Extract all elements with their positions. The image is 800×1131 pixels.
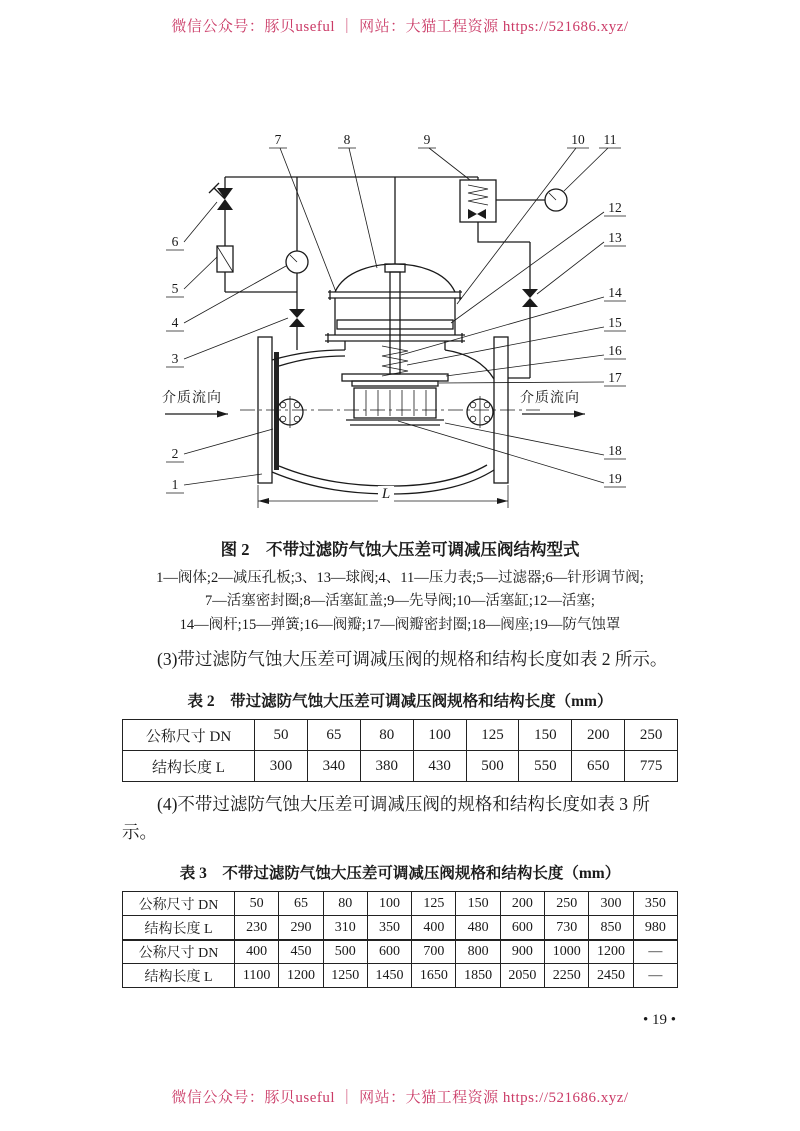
data-cell: 850 xyxy=(589,916,633,940)
row-label-cell: 结构长度 L xyxy=(123,964,235,988)
data-cell: 50 xyxy=(255,720,308,751)
table-3-body xyxy=(123,892,678,988)
table-row xyxy=(123,892,678,916)
pilot-piping-left xyxy=(209,177,478,350)
valve-body xyxy=(258,337,508,494)
data-cell: 250 xyxy=(545,892,589,916)
data-cell: 650 xyxy=(572,751,625,782)
data-cell: — xyxy=(633,940,677,964)
data-cell: 300 xyxy=(255,751,308,782)
data-cell: 125 xyxy=(412,892,456,916)
bolt-flange-face-left xyxy=(277,396,303,428)
table-3-title: 表 3 不带过滤防气蚀大压差可调减压阀规格和结构长度（mm） xyxy=(179,865,621,883)
data-cell: 1650 xyxy=(412,964,456,988)
data-cell: 1450 xyxy=(367,964,411,988)
flow-arrow-right xyxy=(574,411,585,418)
table-row xyxy=(123,964,678,988)
disc-seal xyxy=(352,381,438,386)
paragraph-4: (4)不带过滤防气蚀大压差可调减压阀的规格和结构长度如表 3 所示。 xyxy=(122,794,650,842)
callout-18: 18 xyxy=(608,443,622,458)
callout-16: 16 xyxy=(608,343,622,358)
pilot-valve xyxy=(460,180,496,222)
legend-line-3: 14—阀杆;15—弹簧;16—阀瓣;17—阀瓣密封圈;18—阀座;19—防气蚀罩 xyxy=(179,616,621,633)
figure-legend xyxy=(122,567,678,637)
valve-structure-diagram xyxy=(140,122,660,522)
callout-3: 3 xyxy=(171,351,179,366)
data-cell: 1100 xyxy=(235,964,279,988)
data-cell: 500 xyxy=(466,751,519,782)
data-cell: 150 xyxy=(456,892,500,916)
cylinder-cap xyxy=(335,264,455,292)
data-cell: 65 xyxy=(279,892,323,916)
data-cell: 2450 xyxy=(589,964,633,988)
row-label-cell: 结构长度 L xyxy=(123,916,235,940)
data-cell: 65 xyxy=(307,720,360,751)
data-cell: 350 xyxy=(367,916,411,940)
data-cell: 100 xyxy=(367,892,411,916)
paragraph-3: (3)带过滤防气蚀大压差可调减压阀的规格和结构长度如表 2 所示。 xyxy=(157,649,668,670)
data-cell: 310 xyxy=(323,916,367,940)
data-cell: — xyxy=(633,964,677,988)
callout-11: 11 xyxy=(603,132,617,147)
callout-1: 1 xyxy=(171,477,179,492)
data-cell: 380 xyxy=(360,751,413,782)
flow-direction-left xyxy=(162,389,228,418)
data-cell: 340 xyxy=(307,751,360,782)
flow-direction-right xyxy=(520,389,585,418)
callout-2: 2 xyxy=(171,446,179,461)
legend-line-2: 7—活塞密封圈;8—活塞缸盖;9—先导阀;10—活塞缸;12—活塞; xyxy=(205,593,595,610)
table-2-body xyxy=(123,720,678,782)
table-2 xyxy=(122,719,678,782)
table-row xyxy=(123,916,678,940)
watermark-top: 微信公众号：豚贝useful ｜ 网站：大猫工程资源 https://521686.xyz/ xyxy=(171,19,629,35)
callout-8: 8 xyxy=(343,132,351,147)
callout-6: 6 xyxy=(171,234,179,249)
table-3 xyxy=(122,891,678,988)
row-label-cell: 公称尺寸 DN xyxy=(123,940,235,964)
data-cell: 80 xyxy=(360,720,413,751)
piston-cylinder xyxy=(325,264,465,376)
bolt-flange-face-right xyxy=(467,396,493,428)
data-cell: 500 xyxy=(323,940,367,964)
flow-label-left: 介质流向 xyxy=(162,391,222,406)
ball-valve-3 xyxy=(289,309,305,318)
watermark-bottom: 微信公众号：豚贝useful ｜ 网站：大猫工程资源 https://521686.xyz/ xyxy=(171,1090,629,1106)
data-cell: 800 xyxy=(456,940,500,964)
data-cell: 125 xyxy=(466,720,519,751)
legend-line-1: 1—阀体;2—减压孔板;3、13—球阀;4、11—压力表;5—过滤器;6—针形调节阀; xyxy=(156,570,644,586)
data-cell: 230 xyxy=(235,916,279,940)
data-cell: 600 xyxy=(367,940,411,964)
callout-14: 14 xyxy=(608,285,622,300)
page-number: • 19 • xyxy=(642,1012,676,1029)
callout-9: 9 xyxy=(423,132,431,147)
row-label-cell: 公称尺寸 DN xyxy=(123,720,255,751)
callout-17: 17 xyxy=(608,370,622,385)
dimension-L xyxy=(258,485,508,508)
data-cell: 200 xyxy=(500,892,544,916)
dimension-label: L xyxy=(381,486,391,502)
callout-13: 13 xyxy=(608,230,622,245)
flow-label-right: 介质流向 xyxy=(520,391,580,406)
callout-15: 15 xyxy=(608,315,622,330)
callout-10: 10 xyxy=(571,132,585,147)
data-cell: 600 xyxy=(500,916,544,940)
data-cell: 290 xyxy=(279,916,323,940)
piston xyxy=(337,320,453,329)
data-cell: 730 xyxy=(545,916,589,940)
data-cell: 1200 xyxy=(589,940,633,964)
data-cell: 100 xyxy=(413,720,466,751)
data-cell: 1200 xyxy=(279,964,323,988)
data-cell: 1850 xyxy=(456,964,500,988)
data-cell: 400 xyxy=(412,916,456,940)
row-label-cell: 公称尺寸 DN xyxy=(123,892,235,916)
data-cell: 200 xyxy=(572,720,625,751)
table-row xyxy=(123,720,678,751)
data-cell: 775 xyxy=(625,751,678,782)
callout-numbers xyxy=(172,132,622,492)
callout-19: 19 xyxy=(608,471,622,486)
callout-12: 12 xyxy=(608,200,622,215)
data-cell: 350 xyxy=(633,892,677,916)
disc-assembly xyxy=(342,374,448,425)
data-cell: 2250 xyxy=(545,964,589,988)
data-cell: 250 xyxy=(625,720,678,751)
data-cell: 900 xyxy=(500,940,544,964)
data-cell: 50 xyxy=(235,892,279,916)
flow-arrow-left xyxy=(217,411,228,418)
data-cell: 1000 xyxy=(545,940,589,964)
data-cell: 400 xyxy=(235,940,279,964)
row-label-cell: 结构长度 L xyxy=(123,751,255,782)
data-cell: 300 xyxy=(589,892,633,916)
callout-5: 5 xyxy=(171,281,179,296)
callout-4: 4 xyxy=(171,315,179,330)
data-cell: 430 xyxy=(413,751,466,782)
callout-7: 7 xyxy=(274,132,282,147)
spring xyxy=(382,346,408,376)
table-2-title: 表 2 带过滤防气蚀大压差可调减压阀规格和结构长度（mm） xyxy=(187,693,613,711)
data-cell: 480 xyxy=(456,916,500,940)
ball-valve-13 xyxy=(522,289,538,298)
data-cell: 80 xyxy=(323,892,367,916)
data-cell: 980 xyxy=(633,916,677,940)
table-row xyxy=(123,751,678,782)
figure-caption: 图 2 不带过滤防气蚀大压差可调减压阀结构型式 xyxy=(220,540,580,559)
table-row xyxy=(123,940,678,964)
valve-disc xyxy=(342,374,448,381)
data-cell: 550 xyxy=(519,751,572,782)
data-cell: 1250 xyxy=(323,964,367,988)
page-content xyxy=(122,122,678,1029)
data-cell: 450 xyxy=(279,940,323,964)
data-cell: 150 xyxy=(519,720,572,751)
data-cell: 2050 xyxy=(500,964,544,988)
data-cell: 700 xyxy=(412,940,456,964)
